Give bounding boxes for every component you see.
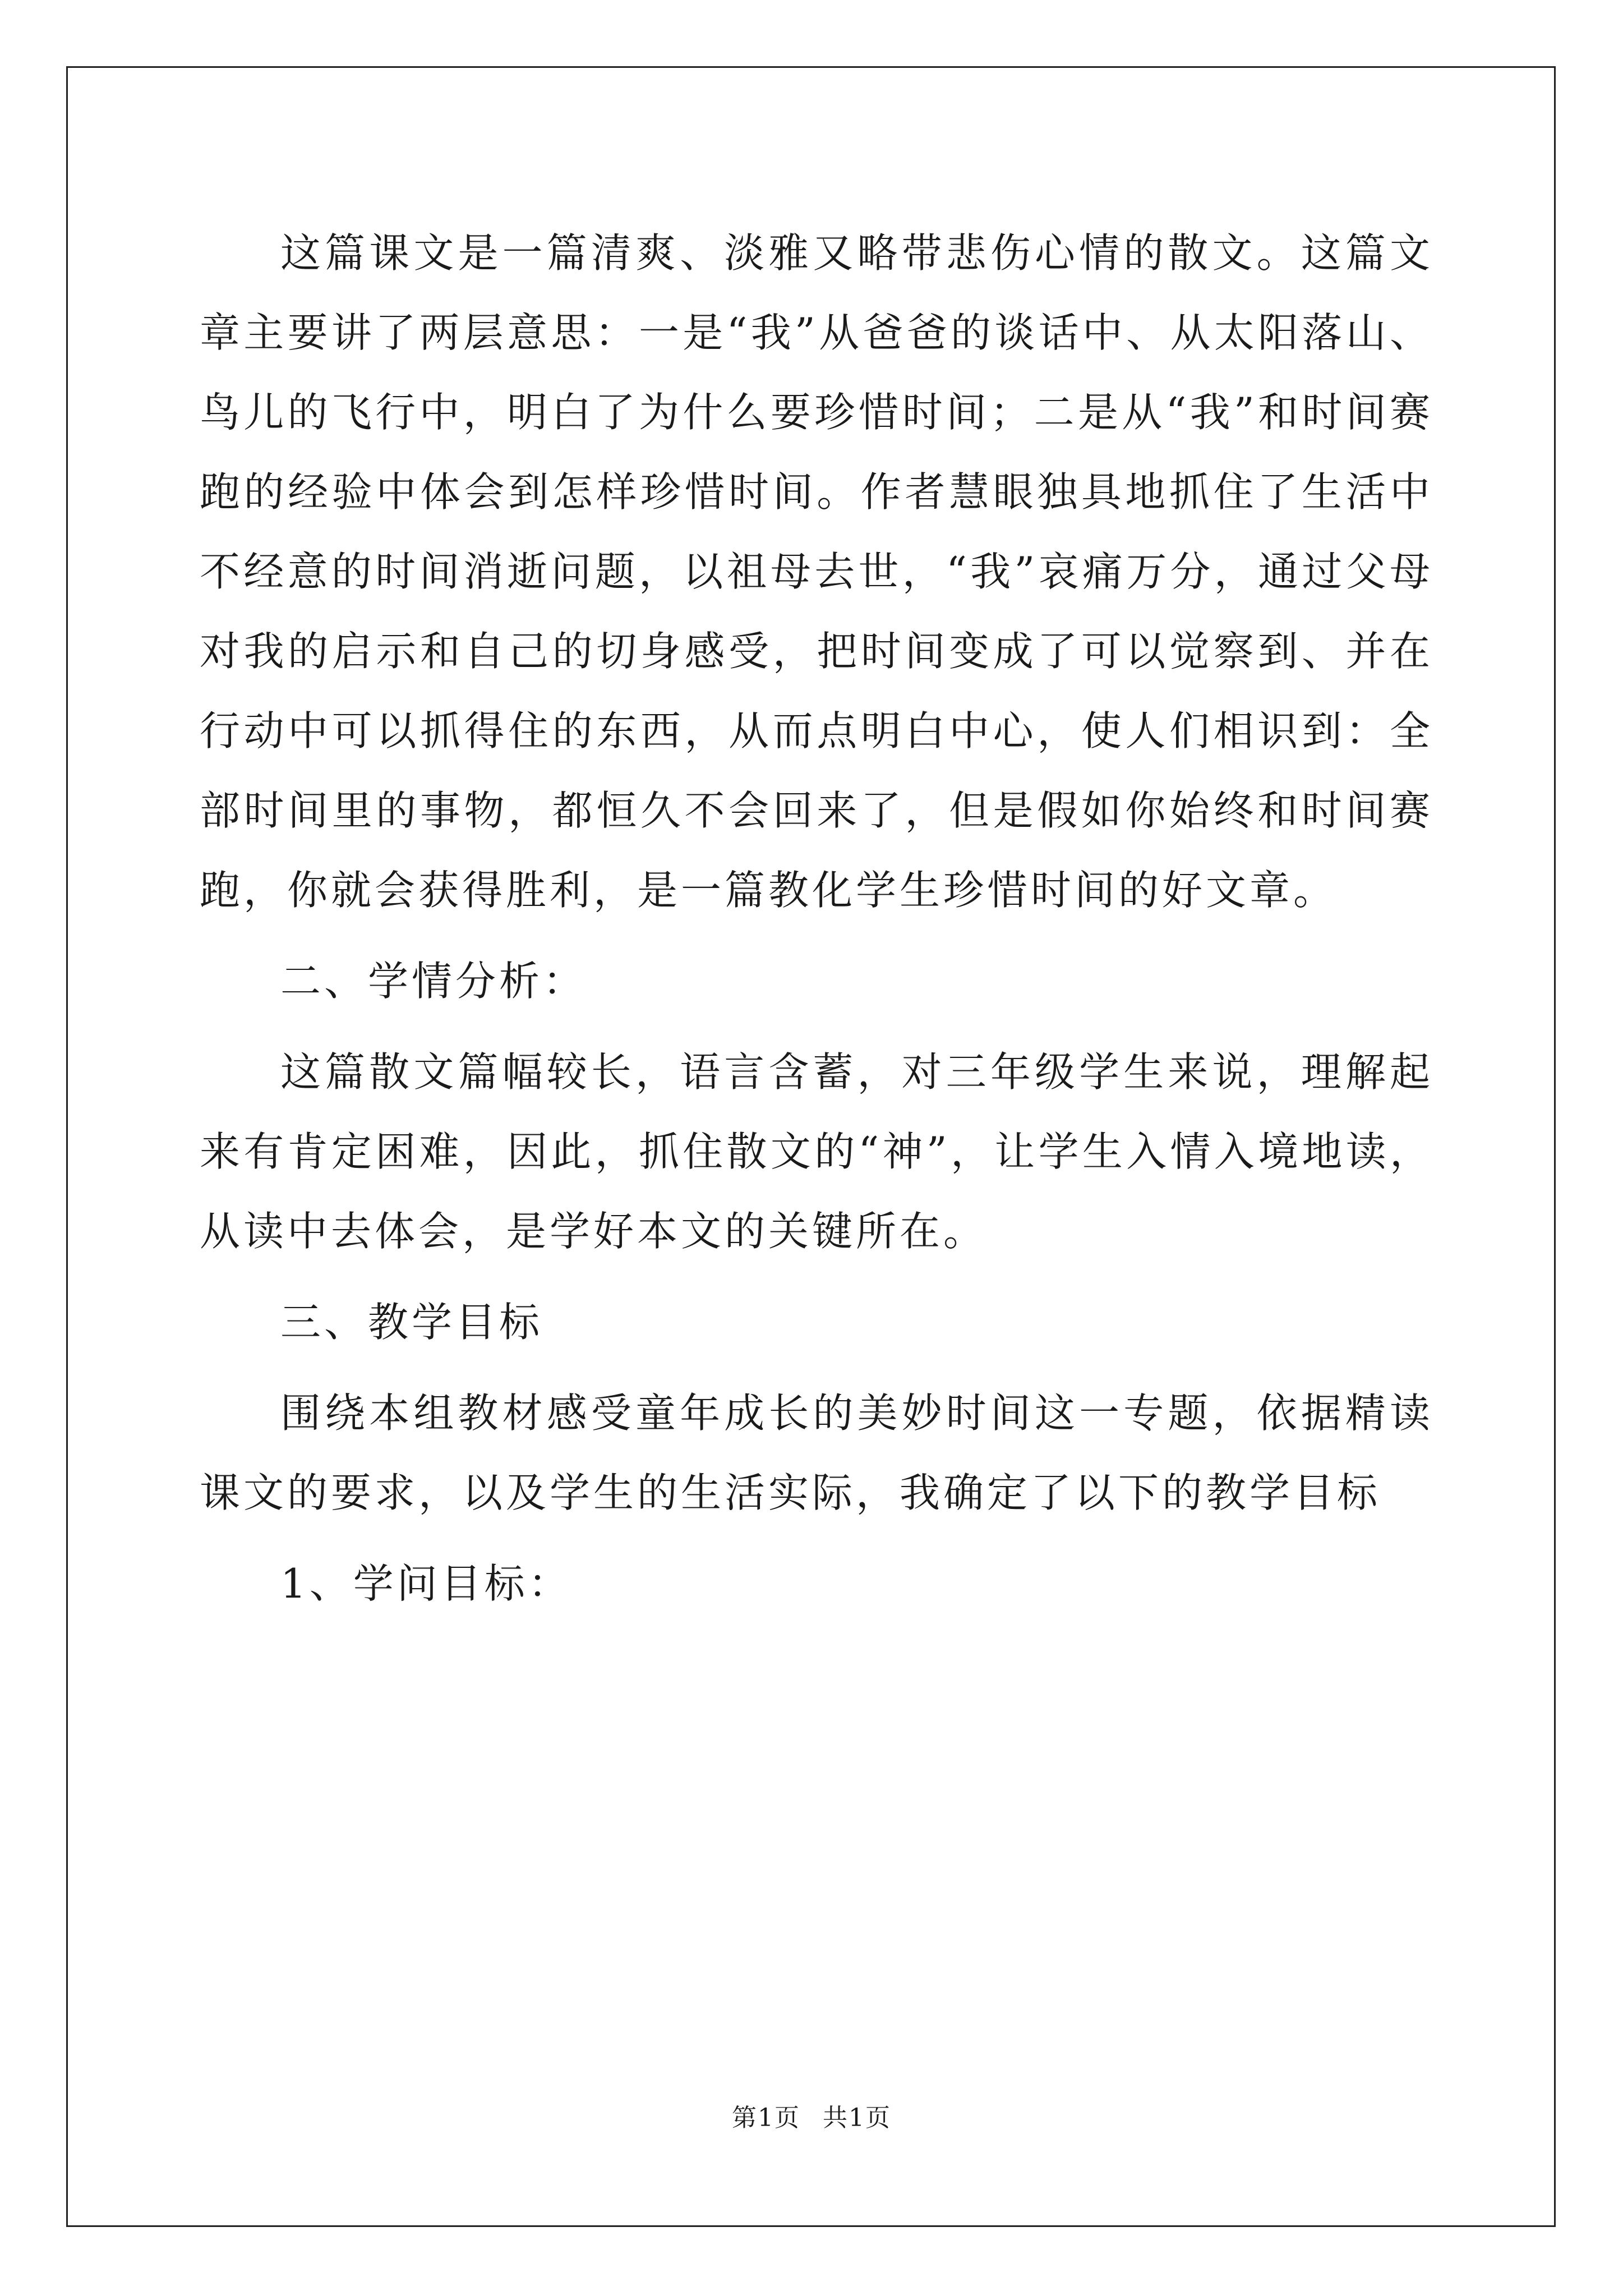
page-total: 共1页 [823,2104,891,2132]
section-heading-learning-analysis: 二、学情分析： [280,958,587,1005]
page-number: 第1页 [732,2104,800,2132]
paragraph-teaching-goals: 围绕本组教材感受童年成长的美妙时间这一专题，依据精读课文的要求，以及学生的生活实际，我确定了以下的教学目标 [200,1389,1433,1516]
subheading-knowledge-goals: 1、学问目标： [280,1560,572,1607]
page-footer [0,2101,1623,2135]
paragraph-text-analysis: 这篇课文是一篇清爽、淡雅又略带悲伤心情的散文。这篇文章主要讲了两层意思：一是“我”从爸爸的谈话中、从太阳落山、鸟儿的飞行中，明白了为什么要珍惜时间；二是从“我”和时间赛跑的经验中体会到怎样珍惜时间。作者慧眼独具地抓住了生活中不经意的时间消逝问题，以祖母去世，“我”哀痛万分，通过父母对我的启示和自己的切身感受，把时间变成了可以觉察到、并在行动中可以抓得住的东西，从而点明白中心，使人们相识到：全部时间里的事物，都恒久不会回来了，但是假如你始终和时间赛跑，你就会获得胜利，是一篇教化学生珍惜时间的好文章。 [200,229,1433,914]
section-heading-teaching-goals: 三、教学目标 [280,1299,543,1346]
document-body [200,213,1433,1623]
paragraph-learning-analysis: 这篇散文篇幅较长，语言含蓄，对三年级学生来说，理解起来有肯定困难，因此，抓住散文的“神”，让学生入情入境地读，从读中去体会，是学好本文的关键所在。 [200,1048,1433,1255]
